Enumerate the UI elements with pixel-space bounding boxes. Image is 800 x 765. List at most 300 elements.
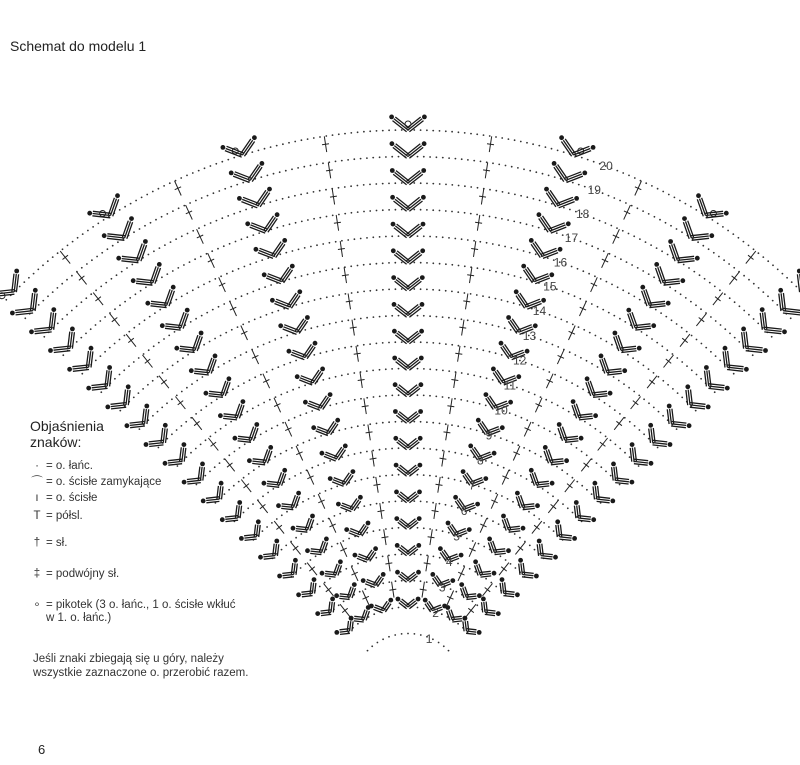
chain-stitch-dot [377, 642, 379, 644]
chain-stitch-dot [363, 211, 365, 213]
double-crochet-mark [318, 494, 325, 509]
chain-stitch-dot [553, 530, 555, 532]
chain-stitch-dot [458, 345, 460, 347]
chain-stitch-dot [608, 312, 610, 314]
chain-stitch-dot [639, 429, 641, 431]
chain-stitch-dot [790, 317, 792, 319]
chain-stitch-dot [347, 373, 349, 375]
chain-stitch-dot [252, 408, 254, 410]
chain-stitch-dot [210, 222, 212, 224]
chain-stitch-dot [501, 272, 503, 274]
chain-stitch-dot [341, 320, 343, 322]
chain-stitch-dot [382, 582, 384, 584]
chain-stitch-dot [276, 518, 278, 520]
chain-stitch-dot [107, 248, 109, 250]
chain-stitch-dot [653, 372, 655, 374]
chain-stitch-dot [166, 402, 168, 404]
chain-stitch-dot [372, 450, 374, 452]
chain-stitch-dot [329, 578, 331, 580]
chain-stitch-dot [657, 188, 659, 190]
chain-stitch-dot [214, 278, 216, 280]
chain-stitch-dot [667, 254, 669, 256]
chain-stitch-dot [643, 398, 645, 400]
chain-stitch-dot [454, 398, 456, 400]
double-crochet-mark [354, 346, 361, 362]
chain-stitch-dot [648, 368, 650, 370]
chain-stitch-dot [291, 168, 293, 170]
row-number-label: 17 [564, 231, 579, 245]
chain-stitch-dot [519, 304, 521, 306]
chain-stitch-dot [413, 262, 415, 264]
chain-stitch-dot [76, 341, 78, 343]
chain-stitch-dot [143, 353, 145, 355]
chain-stitch-dot [486, 377, 488, 379]
chain-stitch-dot [91, 259, 93, 261]
stitch-fan [593, 481, 616, 503]
chain-stitch-dot [426, 581, 428, 583]
chain-stitch-dot [354, 453, 356, 455]
double-crochet-mark [346, 294, 353, 310]
chain-stitch-dot [282, 143, 284, 145]
chain-stitch-dot [116, 274, 118, 276]
chain-stitch-dot [271, 522, 273, 524]
chain-stitch-dot [439, 343, 441, 345]
chain-stitch-dot [135, 293, 137, 295]
chain-stitch-dot [413, 129, 415, 131]
double-crochet-mark [252, 350, 259, 365]
stitch-fan [473, 559, 496, 577]
chain-stitch-dot [341, 375, 343, 377]
chain-stitch-dot [325, 270, 327, 272]
chain-stitch-dot [662, 415, 664, 417]
double-crochet-mark [440, 451, 447, 467]
chain-stitch-dot [109, 347, 111, 349]
chain-stitch-dot [373, 476, 375, 478]
chain-stitch-dot [489, 216, 491, 218]
chain-stitch-dot [560, 376, 562, 378]
chain-stitch-dot [429, 448, 431, 450]
chain-stitch-dot [492, 162, 494, 164]
chain-stitch-dot [189, 202, 191, 204]
chain-stitch-dot [521, 417, 523, 419]
chain-stitch-dot [100, 286, 102, 288]
double-crochet-mark [424, 556, 431, 572]
stitch-fan [613, 331, 642, 353]
chain-stitch-dot [557, 150, 559, 152]
chain-stitch-dot [624, 452, 626, 454]
chain-stitch-dot [258, 150, 260, 152]
chain-stitch-dot [442, 370, 444, 372]
chain-stitch-dot [195, 413, 197, 415]
chain-stitch-dot [238, 385, 240, 387]
chain-stitch-dot [388, 421, 390, 423]
chain-stitch-dot [479, 241, 481, 243]
chain-stitch-dot [586, 360, 588, 362]
chain-stitch-dot [248, 473, 250, 475]
chain-stitch-dot [595, 428, 597, 430]
chain-stitch-dot [445, 290, 447, 292]
chain-stitch-dot [569, 351, 571, 353]
chain-stitch-dot [372, 370, 374, 372]
chain-stitch-dot [700, 378, 702, 380]
double-crochet-mark [432, 503, 439, 519]
chain-stitch-dot [723, 259, 725, 261]
chain-stitch-dot [92, 226, 94, 228]
chain-stitch-dot [448, 477, 450, 479]
chain-stitch-dot [619, 413, 621, 415]
chain-stitch-dot [523, 250, 525, 252]
chain-stitch-dot [461, 372, 463, 374]
chain-stitch-dot [288, 419, 290, 421]
chain-stitch-dot [332, 215, 334, 217]
chain-stitch-dot [119, 410, 121, 412]
chain-stitch-dot [311, 410, 313, 412]
stitch-fan [277, 558, 298, 579]
chain-stitch-dot [514, 533, 516, 535]
chain-stitch-dot [275, 396, 277, 398]
chain-stitch-dot [366, 317, 368, 319]
chain-stitch-dot [326, 351, 328, 353]
double-crochet-mark [378, 503, 385, 519]
chain-stitch-dot [298, 249, 300, 251]
stitch-fan [515, 491, 540, 510]
chain-stitch-dot [357, 131, 359, 133]
chain-stitch-dot [690, 301, 692, 303]
chain-stitch-dot [417, 394, 419, 396]
chain-stitch-dot [336, 486, 338, 488]
stitch-fan [544, 187, 579, 208]
chain-stitch-dot [510, 563, 512, 565]
chain-stitch-dot [420, 262, 422, 264]
stitch-fan [459, 582, 481, 599]
chain-stitch-dot [417, 527, 419, 529]
chain-stitch-dot [413, 500, 415, 502]
legend-item-chain [30, 460, 245, 473]
chain-stitch-dot [385, 236, 387, 238]
chain-stitch-dot [305, 563, 307, 565]
chain-stitch-dot [369, 263, 371, 265]
chain-stitch-dot [176, 395, 178, 397]
chain-stitch-dot [442, 236, 444, 238]
chain-stitch-dot [379, 449, 381, 451]
chain-stitch-dot [748, 245, 750, 247]
chain-stitch-dot [128, 365, 130, 367]
chain-stitch-dot [167, 368, 169, 370]
chain-stitch-dot [388, 129, 390, 131]
chain-stitch-dot [557, 346, 559, 348]
chain-stitch-dot [376, 263, 378, 265]
chain-stitch-dot [417, 447, 419, 449]
chain-stitch-dot [216, 398, 218, 400]
chain-stitch-dot [86, 263, 88, 265]
chain-stitch-dot [152, 380, 154, 382]
chain-stitch-dot [528, 511, 530, 513]
chain-stitch-dot [464, 427, 466, 429]
chain-stitch-dot [543, 522, 545, 524]
chain-stitch-dot [269, 341, 271, 343]
chain-stitch-dot [486, 242, 488, 244]
chain-stitch-dot [654, 216, 656, 218]
chain-stitch-dot [501, 218, 503, 220]
chain-stitch-dot [562, 291, 564, 293]
chain-stitch-dot [551, 402, 553, 404]
chain-stitch-dot [432, 130, 434, 132]
chain-stitch-dot [495, 271, 497, 273]
chain-stitch-dot [420, 288, 422, 290]
chain-stitch-dot [376, 503, 378, 505]
chain-stitch-dot [743, 275, 745, 277]
chain-stitch-dot [379, 156, 381, 158]
chain-stitch-dot [382, 556, 384, 558]
chain-stitch-dot [574, 295, 576, 297]
chain-stitch-dot [659, 219, 661, 221]
chain-stitch-dot [267, 175, 269, 177]
chain-stitch-dot [743, 241, 745, 243]
chain-stitch-dot [622, 172, 624, 174]
chain-stitch-dot [719, 360, 721, 362]
chain-stitch-dot [504, 327, 506, 329]
chain-stitch-dot [206, 253, 208, 255]
stitch-fan [105, 384, 130, 409]
chain-stitch-dot [266, 371, 268, 373]
chain-stitch-dot [423, 235, 425, 237]
double-crochet-mark [483, 583, 493, 596]
chain-stitch-dot [795, 286, 797, 288]
chain-stitch-dot [277, 425, 279, 427]
chain-stitch-dot [423, 608, 425, 610]
chain-stitch-dot [226, 273, 228, 275]
chain-stitch-dot [322, 520, 324, 522]
chain-stitch-dot [473, 240, 475, 242]
chain-stitch-dot [391, 448, 393, 450]
chain-stitch-dot [242, 182, 244, 184]
chain-stitch-dot [477, 187, 479, 189]
chain-stitch-dot [454, 318, 456, 320]
chain-stitch-dot [379, 475, 381, 477]
double-crochet-mark [475, 215, 482, 231]
chain-stitch-dot [357, 623, 359, 625]
chain-stitch-dot [423, 527, 425, 529]
chain-stitch-dot [276, 200, 278, 202]
chain-stitch-dot [695, 410, 697, 412]
chain-stitch-dot [169, 182, 171, 184]
stitch-fan [704, 365, 730, 390]
chain-stitch-dot [436, 156, 438, 158]
double-crochet-mark [342, 267, 349, 283]
legend-item-treble [30, 568, 245, 581]
chain-stitch-dot [448, 237, 450, 239]
chain-stitch-dot [334, 515, 336, 517]
chain-stitch-dot [611, 344, 613, 346]
chain-stitch-dot [97, 223, 99, 225]
chain-stitch-dot [385, 475, 387, 477]
chain-stitch-dot [510, 247, 512, 249]
chain-stitch-dot [748, 279, 750, 281]
stitch-fan [320, 444, 348, 462]
double-crochet-mark [624, 205, 631, 220]
chain-stitch-dot [470, 347, 472, 349]
chain-stitch-dot [366, 532, 368, 534]
chain-stitch-dot [571, 382, 573, 384]
chain-stitch-dot [508, 138, 510, 140]
chain-stitch-dot [686, 365, 688, 367]
chain-stitch-dot [666, 349, 668, 351]
chain-stitch-dot [251, 151, 253, 153]
chain-stitch-dot [351, 212, 353, 214]
chain-stitch-dot [497, 464, 499, 466]
chain-stitch-dot [281, 514, 283, 516]
chain-stitch-dot [448, 370, 450, 372]
double-crochet-mark [197, 229, 204, 244]
double-crochet-mark [447, 591, 454, 606]
chain-stitch-dot [582, 270, 584, 272]
chain-stitch-dot [562, 503, 564, 505]
double-crochet-mark [219, 277, 226, 292]
chain-stitch-dot [317, 326, 319, 328]
chain-stitch-dot [485, 323, 487, 325]
chain-stitch-dot [423, 448, 425, 450]
chain-stitch-dot [148, 349, 150, 351]
chain-stitch-dot [593, 217, 595, 219]
chain-stitch-dot [148, 254, 150, 256]
chain-stitch-dot [329, 242, 331, 244]
double-crochet-mark [631, 397, 641, 410]
chain-stitch-dot [338, 187, 340, 189]
chain-stitch-dot [472, 601, 474, 603]
chain-stitch-dot [520, 222, 522, 224]
chain-stitch-dot [461, 453, 463, 455]
stitch-fan [390, 141, 427, 158]
chain-stitch-dot [385, 528, 387, 530]
chain-stitch-dot [189, 261, 191, 263]
chain-stitch-dot [317, 464, 319, 466]
chain-stitch-dot [605, 471, 607, 473]
double-crochet-mark [580, 301, 587, 316]
chain-stitch-dot [648, 402, 650, 404]
double-crochet-mark [159, 376, 169, 389]
chain-stitch-dot [567, 507, 569, 509]
chain-stitch-dot [229, 360, 231, 362]
stitch-fan [396, 597, 421, 609]
chain-stitch-dot [613, 376, 615, 378]
chain-stitch-dot [562, 408, 564, 410]
chain-stitch-dot [681, 231, 683, 233]
chain-stitch-dot [485, 460, 487, 462]
row-number-label: 9 [485, 428, 493, 443]
chain-stitch-dot [417, 315, 419, 317]
double-crochet-mark [126, 334, 136, 347]
chain-stitch-dot [772, 300, 774, 302]
chain-stitch-dot [260, 374, 262, 376]
chain-stitch-dot [71, 275, 73, 277]
double-crochet-mark [467, 267, 474, 283]
chain-stitch-dot [587, 159, 589, 161]
chain-stitch-dot [382, 209, 384, 211]
chain-stitch-dot [363, 264, 365, 266]
chain-stitch-dot [753, 248, 755, 250]
stitch-fan [626, 308, 656, 330]
chain-stitch-dot [345, 293, 347, 295]
chain-stitch-dot [634, 177, 636, 179]
chain-stitch-dot [543, 369, 545, 371]
chain-stitch-dot [457, 563, 459, 565]
chain-stitch-dot [566, 321, 568, 323]
chain-stitch-dot [566, 379, 568, 381]
chain-stitch-dot [144, 319, 146, 321]
chain-stitch-dot [133, 231, 135, 233]
chain-stitch-dot [316, 244, 318, 246]
stitch-fan [393, 382, 424, 396]
chain-stitch-dot [313, 191, 315, 193]
double-crochet-mark [358, 372, 365, 388]
chain-stitch-dot [153, 345, 155, 347]
chain-stitch-dot [62, 318, 64, 320]
chain-stitch-dot [545, 399, 547, 401]
chain-stitch-dot [379, 529, 381, 531]
chain-stitch-dot [24, 317, 26, 319]
chain-stitch-dot [391, 156, 393, 158]
chain-stitch-dot [71, 310, 73, 312]
chain-stitch-dot [351, 427, 353, 429]
chain-stitch-dot [363, 131, 365, 133]
double-crochet-mark [307, 470, 314, 485]
chain-stitch-dot [357, 507, 359, 509]
chain-stitch-dot [729, 297, 731, 299]
chain-stitch-dot [576, 481, 578, 483]
chain-stitch-dot [628, 233, 630, 235]
chain-stitch-dot [190, 321, 192, 323]
legend-item-text: = sł. [46, 537, 68, 549]
chain-stitch-dot [551, 148, 553, 150]
stitch-fan [361, 572, 386, 588]
chain-stitch-dot [457, 425, 459, 427]
chain-stitch-dot [552, 344, 554, 346]
stitch-fan [160, 308, 190, 330]
double-crochet-mark [459, 320, 466, 336]
chain-stitch-dot [489, 270, 491, 272]
chain-stitch-dot [700, 308, 702, 310]
chain-stitch-dot [733, 267, 735, 269]
chain-stitch-dot [461, 158, 463, 160]
chain-stitch-dot [613, 315, 615, 317]
chain-stitch-dot [326, 216, 328, 218]
chain-stitch-dot [660, 312, 662, 314]
chain-stitch-dot [211, 250, 213, 252]
chain-stitch-dot [401, 421, 403, 423]
row-number-label: 3 [438, 580, 446, 595]
chain-stitch-dot [461, 238, 463, 240]
chain-stitch-dot [103, 219, 105, 221]
stitch-fan [552, 161, 588, 183]
chain-stitch-dot [166, 273, 168, 275]
chain-stitch-dot [426, 342, 428, 344]
chain-stitch-dot [398, 315, 400, 317]
stitch-fan [462, 616, 481, 635]
chain-stitch-dot [710, 351, 712, 353]
chain-stitch-dot [597, 366, 599, 368]
chain-stitch-dot [556, 466, 558, 468]
chain-stitch-dot [218, 190, 220, 192]
chain-stitch-dot [241, 295, 243, 297]
chain-stitch-dot [394, 341, 396, 343]
chain-stitch-dot [162, 372, 164, 374]
chain-stitch-dot [606, 281, 608, 283]
chain-stitch-dot [752, 354, 754, 356]
legend-item-double [30, 537, 245, 550]
chain-stitch-dot [481, 515, 483, 517]
chain-stitch-dot [244, 266, 246, 268]
chain-stitch-dot [599, 220, 601, 222]
